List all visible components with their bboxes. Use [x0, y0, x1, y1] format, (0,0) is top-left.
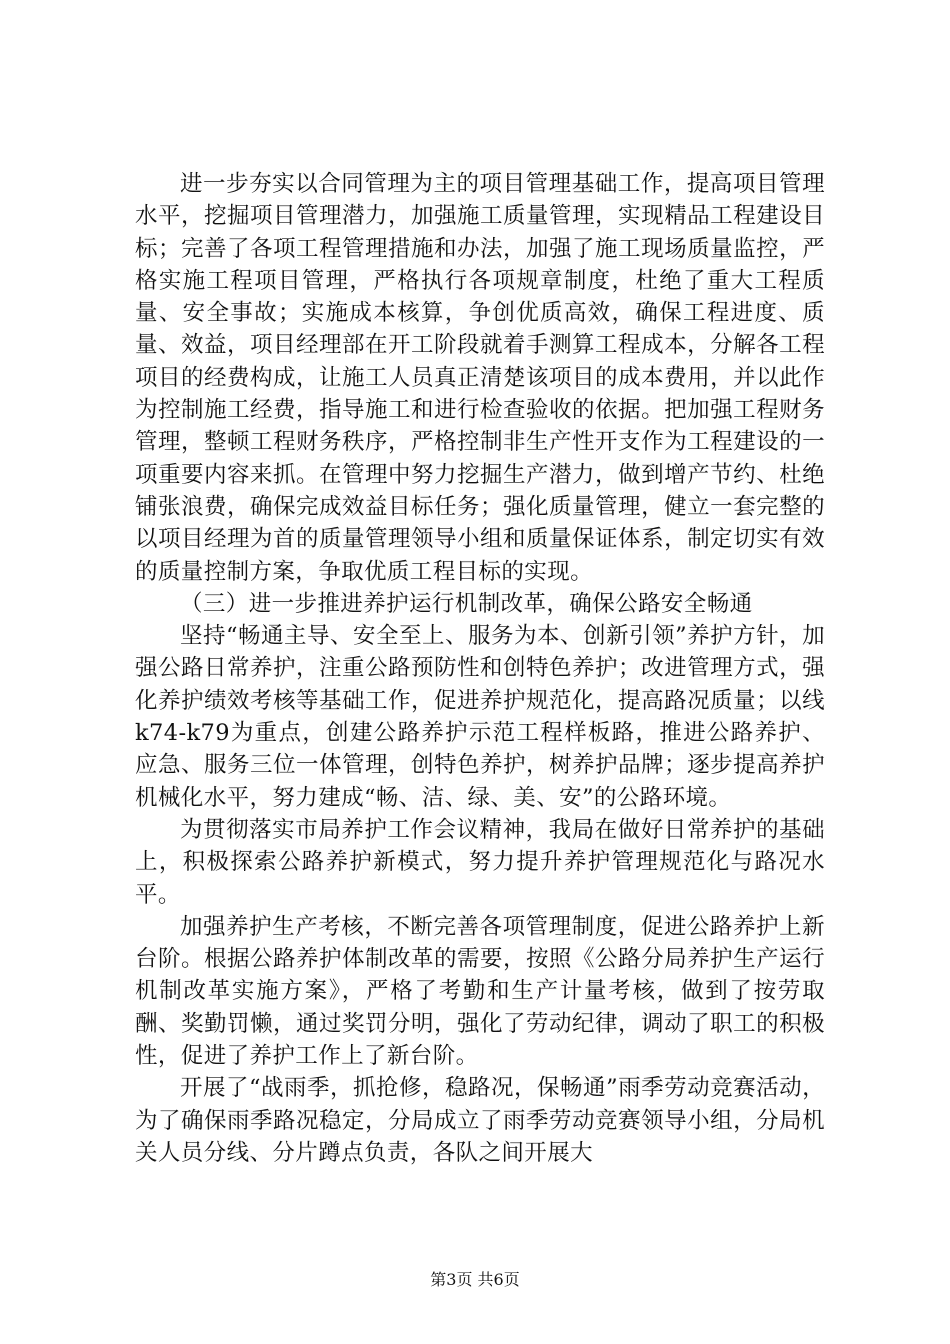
paragraph-rainy-season-competition: 开展了“战雨季，抓抢修，稳路况，保畅通”雨季劳动竞赛活动，为了确保雨季路况稳定，分局成立了雨季劳动竞赛领导小组，分局机关人员分线、分片蹲点负责，各队之间开展大	[135, 1075, 825, 1166]
page-number-footer: 第3页 共6页	[430, 1270, 520, 1289]
paragraph-project-management: 进一步夯实以合同管理为主的项目管理基础工作，提高项目管理水平，挖掘项目管理潜力，加强施工质量管理，实现精品工程建设目标；完善了各项工程管理措施和办法，加强了施工现场质量监控，严格实施工程项目管理，严格执行各项规章制度，杜绝了重大工程质量、安全事故；实施成本核算，争创优质高效，确保工程进度、质量、效益，项目经理部在开工阶段就着手测算工程成本，分解各工程项目的经费构成，让施工人员真正清楚该项目的成本费用，并以此作为控制施工经费，指导施工和进行检查验收的依据。把加强工程财务管理，整顿工程财务秩序，严格控制非生产性开支作为工程建设的一项重要内容来抓。在管理中努力挖掘生产潜力，做到增产节约、杜绝铺张浪费，确保完成效益目标任务；强化质量管理，健立一套完整的以项目经理为首的质量管理领导小组和质量保证体系，制定切实有效的质量控制方案，争取优质工程目标的实现。	[135, 171, 825, 585]
paragraph-meeting-spirit: 为贯彻落实市局养护工作会议精神，我局在做好日常养护的基础上，积极探索公路养护新模式，努力提升养护管理规范化与路况水平。	[135, 816, 825, 908]
document-body	[135, 168, 825, 1169]
paragraph-production-assessment: 加强养护生产考核，不断完善各项管理制度，促进公路养护上新台阶。根据公路养护体制改革的需要，按照《公路分局养护生产运行机制改革实施方案》，严格了考勤和生产计量考核，做到了按劳取酬、奖勤罚懒，通过奖罚分明，强化了劳动纪律，调动了职工的积极性，促进了养护工作上了新台阶。	[135, 913, 825, 1070]
section-heading-3: （三）进一步推进养护运行机制改革，确保公路安全畅通	[180, 590, 753, 617]
paragraph-maintenance-policy: 坚持“畅通主导、安全至上、服务为本、创新引领”养护方针，加强公路日常养护，注重公路预防性和创特色养护；改进管理方式，强化养护绩效考核等基础工作，促进养护规范化，提高路况质量；以线k74-k79为重点，创建公路养护示范工程样板路，推进公路养护、应急、服务三位一体管理，创特色养护，树养护品牌；逐步提高养护机械化水平，努力建成“畅、洁、绿、美、安”的公路环境。	[135, 623, 825, 811]
